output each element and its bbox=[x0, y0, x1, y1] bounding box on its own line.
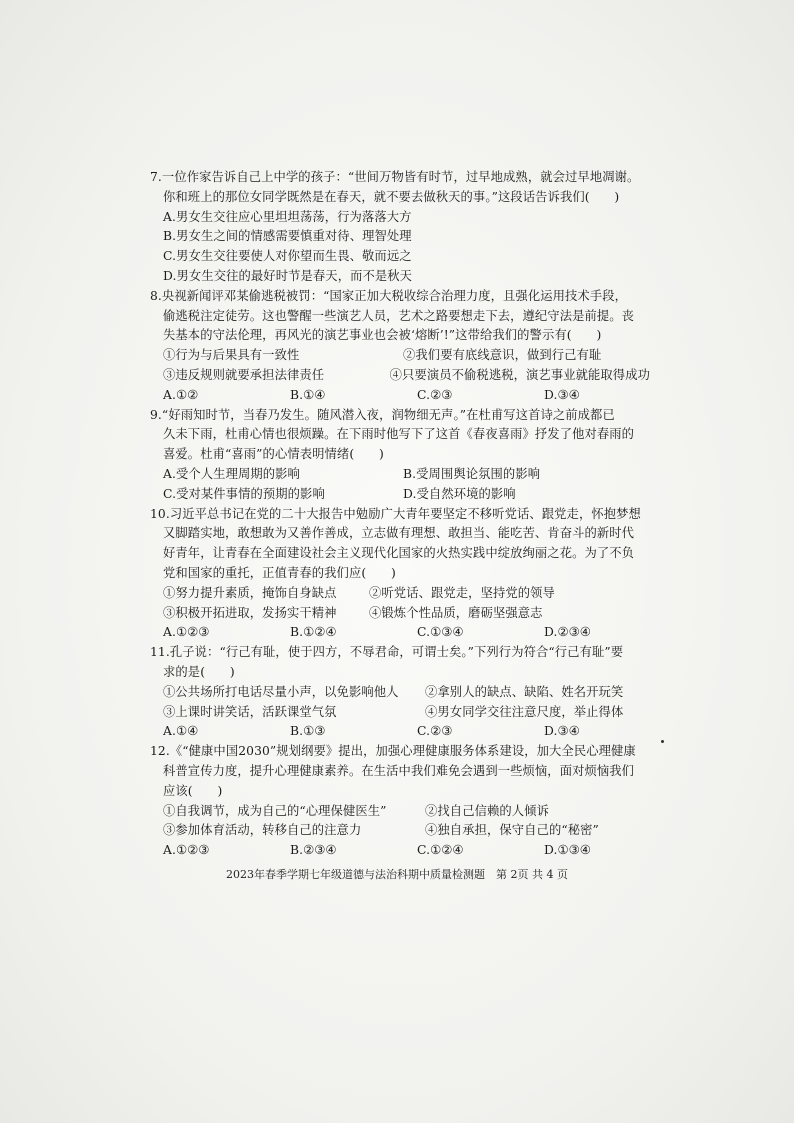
statement-row bbox=[150, 604, 650, 624]
statement: ②找自己信赖的人倾诉 bbox=[425, 803, 549, 818]
option-a: A.受个人生理周期的影响 bbox=[163, 466, 300, 481]
statement-row bbox=[150, 683, 650, 703]
question-stem-line: 久未下雨，杜甫心情也很烦躁。在下雨时他写下了这首《春夜喜雨》抒发了他对春雨的 bbox=[163, 427, 635, 442]
choice-row bbox=[150, 841, 650, 861]
option-b: B.受周围舆论氛围的影响 bbox=[403, 466, 541, 481]
question-stem-line: 12.《“健康中国2030”规划纲要》提出，加强心理健康服务体系建设，加大全民心理健康 bbox=[150, 744, 636, 759]
question-stem-line: 好青年，让青春在全面建设社会主义现代化国家的火热实践中绽放绚丽之花。为了不负 bbox=[163, 546, 635, 561]
option-b: B.男女生之间的情感需要慎重对待、理智处理 bbox=[163, 229, 412, 244]
statement: ③积极开拓进取，发扬实干精神 bbox=[163, 605, 337, 620]
choice-a: A.①② bbox=[163, 387, 199, 402]
statement: ②听党话、跟党走，坚持党的领导 bbox=[369, 585, 555, 600]
question-list bbox=[150, 168, 650, 861]
choice-row bbox=[150, 623, 650, 643]
choice-c: C.②③ bbox=[417, 724, 453, 739]
statement: ④男女同学交往注意尺度，举止得体 bbox=[425, 704, 624, 719]
ink-speck bbox=[661, 740, 664, 743]
option-a: A.男女生交往应心里坦坦荡荡，行为落落大方 bbox=[163, 209, 412, 224]
statement: ③参加体育活动，转移自己的注意力 bbox=[163, 823, 362, 838]
choice-a: A.①②③ bbox=[163, 843, 210, 858]
statement-row bbox=[150, 346, 650, 366]
statement: ①行为与后果具有一致性 bbox=[163, 348, 300, 363]
choice-c: C.①③④ bbox=[417, 625, 464, 640]
choice-c: C.②③ bbox=[417, 387, 453, 402]
statement: ②拿别人的缺点、缺陷、姓名开玩笑 bbox=[425, 684, 624, 699]
question-stem-line: 7.一位作家告诉自己上中学的孩子：“世间万物皆有时节，过早地成熟，就会过早地凋谢。 bbox=[150, 170, 640, 184]
choice-a: A.①④ bbox=[163, 724, 199, 739]
choice-d: D.③④ bbox=[544, 387, 580, 402]
choice-d: D.①③④ bbox=[544, 843, 591, 858]
question-stem-line: 科普宣传力度，提升心理健康素养。在生活中我们难免会遇到一些烦恼，面对烦恼我们 bbox=[163, 763, 635, 778]
statement: ①公共场所打电话尽量小声，以免影响他人 bbox=[163, 684, 399, 699]
statement-row bbox=[150, 366, 650, 386]
statement: ①自我调节，成为自己的“心理保健医生” bbox=[163, 803, 387, 818]
choice-row bbox=[150, 722, 650, 742]
choice-c: C.①②④ bbox=[417, 843, 464, 858]
choice-d: D.②③④ bbox=[544, 625, 591, 640]
choice-b: B.①④ bbox=[290, 387, 326, 402]
question-stem-line: 10.习近平总书记在党的二十大报告中勉励广大青年要坚定不移听党话、跟党走，怀抱梦想 bbox=[150, 506, 641, 521]
option-c: C.男女生交往要使人对你望而生畏、敬而远之 bbox=[163, 249, 412, 264]
statement: ②我们要有底线意识，做到行己有耻 bbox=[403, 348, 602, 363]
question-stem-line: 偷逃税注定徒劳。这也警醒一些演艺人员，艺术之路要想走下去，遵纪守法是前提。丧 bbox=[163, 308, 635, 323]
question-8 bbox=[150, 287, 650, 406]
option-c: C.受对某件事情的预期的影响 bbox=[163, 486, 325, 501]
question-stem-line: 应该( ) bbox=[163, 783, 223, 798]
question-stem-line: 8.央视新闻评邓某偷逃税被罚：“国家正加大税收综合治理力度，且强化运用技术手段， bbox=[150, 288, 628, 303]
question-stem-line: 喜爱。杜甫“喜雨”的心情表明情绪( ) bbox=[163, 447, 384, 462]
question-12 bbox=[150, 742, 650, 861]
question-9 bbox=[150, 406, 650, 505]
question-stem-line: 11.孔子说：“行己有耻，使于四方，不辱君命，可谓士矣。”下列行为符合“行己有耻”要 bbox=[150, 645, 624, 660]
statement-row bbox=[150, 703, 650, 723]
question-stem-line: 党和国家的重托，正值青春的我们应( ) bbox=[163, 565, 396, 580]
choice-b: B.①③ bbox=[290, 724, 326, 739]
question-stem-line: 你和班上的那位女同学既然是在春天，就不要去做秋天的事。”这段话告诉我们( ) bbox=[163, 189, 620, 204]
question-stem-line: 又脚踏实地，敢想敢为又善作善成，立志做有理想、敢担当、能吃苦、肯奋斗的新时代 bbox=[163, 526, 635, 541]
statement: ③上课时讲笑话，活跃课堂气氛 bbox=[163, 704, 337, 719]
question-11 bbox=[150, 643, 650, 742]
statement: ④只要演员不偷税逃税，演艺事业就能取得成功 bbox=[389, 367, 650, 382]
question-7 bbox=[150, 168, 650, 287]
statement: ④独自承担，保守自己的“秘密” bbox=[425, 823, 599, 838]
question-stem-line: 失基本的守法伦理，再风光的演艺事业也会被‘熔断’!”这带给我们的警示有( ) bbox=[163, 328, 602, 343]
choice-b: B.①②④ bbox=[290, 625, 337, 640]
question-stem-line: 求的是( ) bbox=[163, 664, 235, 679]
choice-a: A.①②③ bbox=[163, 625, 210, 640]
statement-row bbox=[150, 802, 650, 822]
statement: ④锻炼个性品质，磨砺坚强意志 bbox=[369, 605, 543, 620]
statement-row bbox=[150, 821, 650, 841]
choice-row bbox=[150, 386, 650, 406]
option-row bbox=[150, 465, 650, 485]
statement: ③违反规则就要承担法律责任 bbox=[163, 367, 325, 382]
option-row bbox=[150, 485, 650, 505]
question-10 bbox=[150, 505, 650, 644]
statement: ①努力提升素质，掩饰自身缺点 bbox=[163, 585, 337, 600]
choice-d: D.③④ bbox=[544, 724, 580, 739]
page-footer: 2023年春季学期七年级道德与法治科期中质量检测题 第 2页 共 4 页 bbox=[226, 868, 568, 881]
option-d: D.男女生交往的最好时节是春天，而不是秋天 bbox=[163, 268, 413, 283]
choice-b: B.②③④ bbox=[290, 843, 337, 858]
statement-row bbox=[150, 584, 650, 604]
option-d: D.受自然环境的影响 bbox=[403, 486, 516, 501]
question-stem-line: 9.“好雨知时节，当春乃发生。随风潜入夜，润物细无声。”在杜甫写这首诗之前成都已 bbox=[150, 407, 615, 422]
